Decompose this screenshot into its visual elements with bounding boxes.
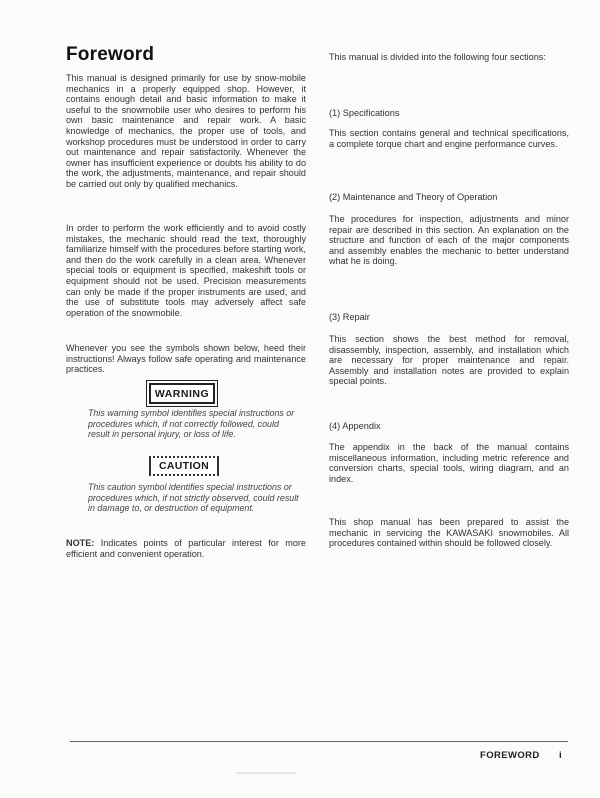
symbols-paragraph: Whenever you see the symbols shown below, heed their instructions! Always follow safe operating and maintenance practices.: [66, 343, 306, 375]
section-text-repair: This section shows the best method for removal, disassembly, inspection, assembly, and installation which are necessary for proper maintenance and repair. Assembly and installation notes are provided to explain special points.: [329, 334, 569, 387]
sections-intro: This manual is divided into the following four sections:: [329, 52, 546, 62]
footer-label: FOREWORD: [480, 750, 540, 761]
caution-symbol: CAUTION: [149, 456, 219, 476]
section-heading-repair: (3) Repair: [329, 312, 370, 322]
efficiency-paragraph: In order to perform the work efficiently and to avoid costly mistakes, the mechanic should read the text, thoroughly familiarize himself with the procedures before starting work, and then do the work carefully in a clean area. Whenever special tools or equipment is specified, makeshift tools or equipment should not be used. Precision measurements can only be made if the proper instruments are used, and the use of substitute tools may adversely affect safe operation of the snowmobile.: [66, 223, 306, 318]
note-text: Indicates points of particular interest for more efficient and convenient operation.: [66, 538, 306, 559]
caution-description: This caution symbol identifies special instructions or procedures which, if not strictly observed, could result in damage to, or destruction of equipment.: [88, 482, 299, 514]
warning-description: This warning symbol identifies special instructions or procedures which, if not correctly followed, could result in personal injury, or loss of life.: [88, 408, 295, 440]
footer-divider: [70, 741, 568, 742]
intro-paragraph: This manual is designed primarily for use by snow-mobile mechanics in a properly equipped shop. However, it contains enough detail and basic information to make it useful to the snowmobile user who desires to perform his own basic maintenance and repair work. A basic knowledge of mechanics, the proper use of tools, and workshop procedures must be understood in order to carry out maintenance and repair satisfactorily. Whenever the owner has insufficient experience or doubts his ability to do the work, the adjustments, maintenance, and repair should be carried out only by qualified mechanics.: [66, 73, 306, 189]
note-paragraph: [66, 538, 306, 559]
closing-paragraph: This shop manual has been prepared to assist the mechanic in servicing the KAWASAKI snowmobiles. All procedures contained within should be followed closely.: [329, 517, 569, 549]
warning-symbol: WARNING: [149, 383, 215, 404]
section-heading-maintenance: (2) Maintenance and Theory of Operation: [329, 192, 498, 202]
section-heading-specifications: (1) Specifications: [329, 108, 400, 118]
note-label: NOTE:: [66, 538, 95, 548]
scan-artifact: [236, 772, 296, 774]
section-heading-appendix: (4) Appendix: [329, 421, 381, 431]
section-text-maintenance: The procedures for inspection, adjustments and minor repair are described in this section. An explanation on the structure and function of each of the major components and assembly enables the mechanic to better understand what he is doing.: [329, 214, 569, 267]
page-number: i: [559, 750, 562, 761]
section-text-appendix: The appendix in the back of the manual contains miscellaneous information, including metric reference and conversion charts, special tools, wiring diagram, and an index.: [329, 442, 569, 484]
page-title: Foreword: [66, 44, 155, 65]
section-text-specifications: This section contains general and technical specifications, a complete torque chart and engine performance curves.: [329, 128, 569, 149]
